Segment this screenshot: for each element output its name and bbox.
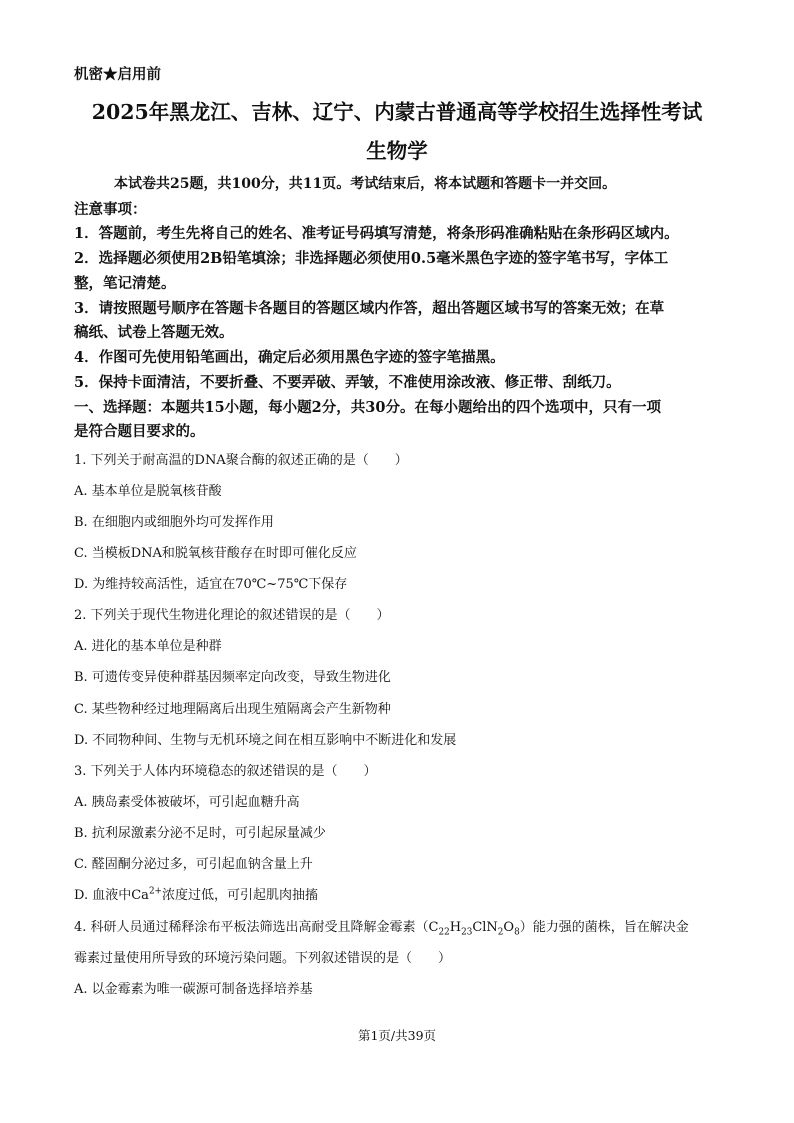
option-a: A. 基本单位是脱氧核苷酸 [74,484,222,499]
option-c: C. 醛固酮分泌过多，可引起血钠含量上升 [74,857,313,872]
section-heading-cont: 是符合题目要求的。 [74,423,205,440]
subject-title: 生物学 [366,139,428,163]
option-b: B. 可遗传变异使种群基因频率定向改变，导致生物进化 [74,670,391,685]
option-d [74,884,318,903]
chemical-formula: $C_{22}H_{23}ClN_2O_8$ [428,920,520,938]
stem-text-cont: ）能力强的菌株，旨在解决金 [519,920,689,935]
intro-text: 本试卷共25题，共100分，共11页。考试结束后，将本试题和答题卡一并交回。 [114,176,617,192]
option-d-text: D. 血液中 [74,888,132,903]
note-line: 稿纸、试卷上答题无效。 [74,324,234,341]
exam-title: 2025年黑龙江、吉林、辽宁、内蒙古普通高等学校招生选择性考试 [91,100,703,124]
note-line: 2．选择题必须使用2B铅笔填涂；非选择题必须使用0.5毫米黑色字迹的签字笔书写，字体工 [74,250,669,267]
ion-charge: 2+ [148,886,162,897]
stem-text: 4. 科研人员通过稀释涂布平板法筛选出高耐受且降解金霉素（ [74,920,429,935]
question-stem: 3. 下列关于人体内环境稳态的叙述错误的是（ ） [74,764,377,779]
note-line: 3．请按照题号顺序在答题卡各题目的答题区域内作答，超出答题区域书写的答案无效；在草 [74,300,665,317]
note-line: 整，笔记清楚。 [74,275,176,292]
option-d: D. 不同物种间、生物与无机环境之间在相互影响中不断进化和发展 [74,733,457,748]
section-heading: 一、选择题：本题共15小题，每小题2分，共30分。在每小题给出的四个选项中，只有一项 [74,399,661,416]
note-line: 5．保持卡面清洁，不要折叠、不要弄破、弄皱，不准使用涂改液、修正带、刮纸刀。 [74,374,621,391]
option-d-text-cont: 浓度过低，可引起肌肉抽搐 [161,888,318,903]
page-number: 第1页/共39页 [357,1028,437,1043]
notes-heading: 注意事项： [74,201,147,218]
question-stem: 2. 下列关于现代生物进化理论的叙述错误的是（ ） [74,608,390,623]
option-a: A. 胰岛素受体被破坏，可引起血糖升高 [74,795,300,810]
question-stem: 1. 下列关于耐高温的DNA聚合酶的叙述正确的是（ ） [74,453,408,468]
confidential-label: 机密★启用前 [74,66,161,83]
note-line: 4．作图可先使用铅笔画出，确定后必须用黑色字迹的签字笔描黑。 [74,349,505,366]
ion-symbol: Ca [131,888,149,903]
question-stem-cont: 霉素过量使用所导致的环境污染问题。下列叙述错误的是（ ） [74,951,452,966]
option-c: C. 当模板DNA和脱氧核苷酸存在时即可催化反应 [74,546,357,561]
note-line: 1．答题前，考生先将自己的姓名、准考证号码填写清楚，将条形码准确粘贴在条形码区域内。 [74,225,679,242]
option-b: B. 抗利尿激素分泌不足时，可引起尿量减少 [74,826,326,841]
option-a: A. 以金霉素为唯一碳源可制备选择培养基 [74,982,313,997]
option-a: A. 进化的基本单位是种群 [74,639,222,654]
option-c: C. 某些物种经过地理隔离后出现生殖隔离会产生新物种 [74,702,391,717]
option-b: B. 在细胞内或细胞外均可发挥作用 [74,515,274,530]
option-d: D. 为维持较高活性，适宜在70℃~75℃下保存 [74,577,348,592]
question-stem [74,916,689,938]
